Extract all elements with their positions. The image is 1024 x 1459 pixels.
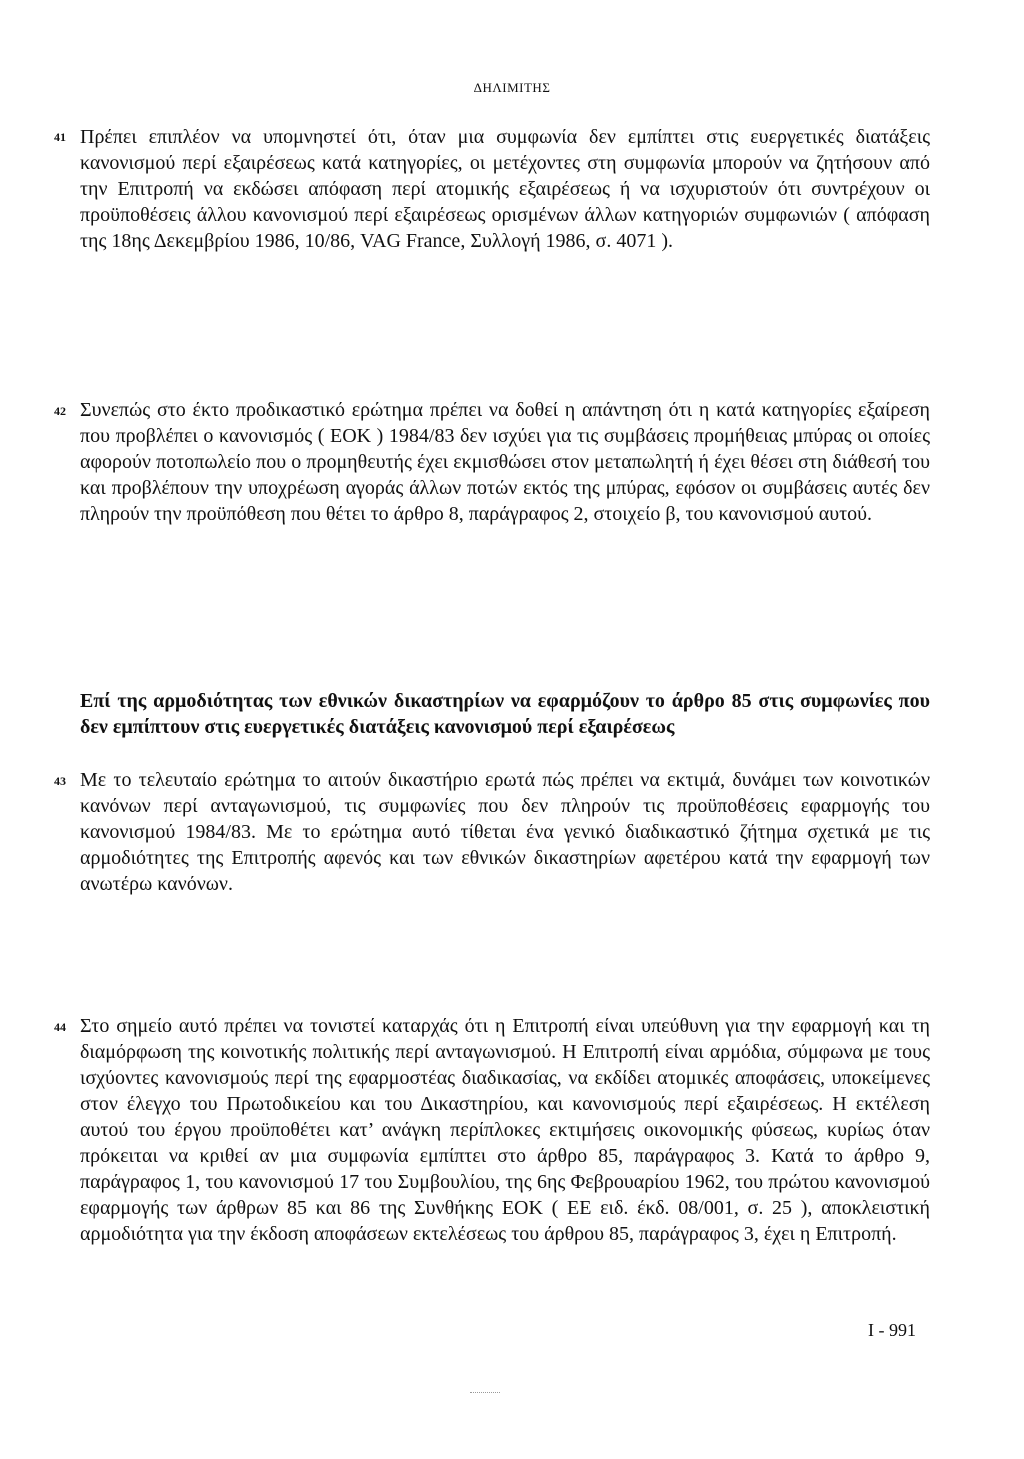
paragraph-number: 41 xyxy=(54,130,66,144)
paragraph-43: Με το τελευταίο ερώτημα το αιτούν δικαστήριο ερωτά πώς πρέπει να εκτιμά, δυνάμει των κοινοτικών κανόνων περί ανταγωνισμού, τις συμφωνίες που δεν πληρούν τις προϋποθέσεις εφαρμογής του κανονισμού 1984/83. Με το ερώτημα αυτό τίθεται ένα γενικό διαδικαστικό ζήτημα σχετικά με τις αρμοδιότητες της Επιτροπής αφενός και των εθνικών δικαστηρίων αφετέρου κατά την εφαρμογή των ανωτέρω κανόνων. xyxy=(80,769,930,895)
paragraph-number: 42 xyxy=(54,404,66,418)
section-heading: Επί της αρμοδιότητας των εθνικών δικαστηρίων να εφαρμόζουν το άρθρο 85 στις συμφωνίες που δεν εμπίπτουν στις ευεργετικές διατάξεις κανονισμού περί εξαιρέσεως xyxy=(80,690,930,738)
scan-artifact-divider xyxy=(470,1392,500,1395)
paragraph-41: Πρέπει επιπλέον να υπομνηστεί ότι, όταν μια συμφωνία δεν εμπίπτει στις ευεργετικές διατάξεις κανονισμού περί εξαιρέσεως κατά κατηγορίες, οι μετέχοντες στη συμφωνία μπορούν να ζητήσουν από την Επιτροπή να εκδώσει απόφαση περί ατομικής εξαιρέσεως ή να ισχυριστούν ότι συντρέχουν οι προϋποθέσεις άλλου κανονισμού περί εξαιρέσεως ορισμένων άλλων κατηγοριών συμφωνιών ( απόφαση της 18ης Δεκεμβρίου 1986, 10/86, VAG France, Συλλογή 1986, σ. 4071 ). xyxy=(80,126,930,252)
paragraph-number: 43 xyxy=(54,774,66,788)
paragraph-42: Συνεπώς στο έκτο προδικαστικό ερώτημα πρέπει να δοθεί η απάντηση ότι η κατά κατηγορίες εξαίρεση που προβλέπει ο κανονισμός ( ΕΟΚ ) 1984/83 δεν ισχύει για τις συμβάσεις προμήθειας μπύρας οι οποίες αφορούν ποτοπωλείο που ο προμηθευτής έχει εκμισθώσει στον μεταπωλητή ή έχει θέσει στη διάθεσή του και προβλέπουν την υποχρέωση αγοράς άλλων ποτών εκτός της μπύρας, εφόσον οι συμβάσεις αυτές δεν πληρούν την προϋπόθεση που θέτει το άρθρο 8, παράγραφος 2, στοιχείο β, του κανονισμού αυτού. xyxy=(80,399,930,525)
running-header: ΔΗΛΙΜΙΤΗΣ xyxy=(473,80,551,95)
paragraph-number: 44 xyxy=(54,1020,66,1034)
paragraph-44: Στο σημείο αυτό πρέπει να τονιστεί καταρχάς ότι η Επιτροπή είναι υπεύθυνη για την εφαρμογή και τη διαμόρφωση της κοινοτικής πολιτικής περί ανταγωνισμού. Η Επιτροπή είναι αρμόδια, σύμφωνα με τους ισχύοντες κανονισμούς περί της εφαρμοστέας διαδικασίας, να εκδίδει ατομικές αποφάσεις, υποκείμενες στον έλεγχο του Πρωτοδικείου και του Δικαστηρίου, και κανονισμούς περί εξαιρέσεως. Η εκτέλεση αυτού του έργου προϋποθέτει κατ’ ανάγκη περίπλοκες εκτιμήσεις οικονομικής φύσεως, κυρίως όταν πρόκειται να κριθεί αν μια συμφωνία εμπίπτει στο άρθρο 85, παράγραφος 3. Κατά το άρθρο 9, παράγραφος 1, του κανονισμού 17 του Συμβουλίου, της 6ης Φεβρουαρίου 1962, του πρώτου κανονισμού εφαρμογής των άρθρων 85 και 86 της Συνθήκης ΕΟΚ ( ΕΕ ειδ. έκδ. 08/001, σ. 25 ), αποκλειστική αρμοδιότητα για την έκδοση αποφάσεων εκτελέσεως του άρθρου 85, παράγραφος 3, έχει η Επιτροπή. xyxy=(80,1015,930,1245)
page-number: I - 991 xyxy=(868,1320,916,1340)
